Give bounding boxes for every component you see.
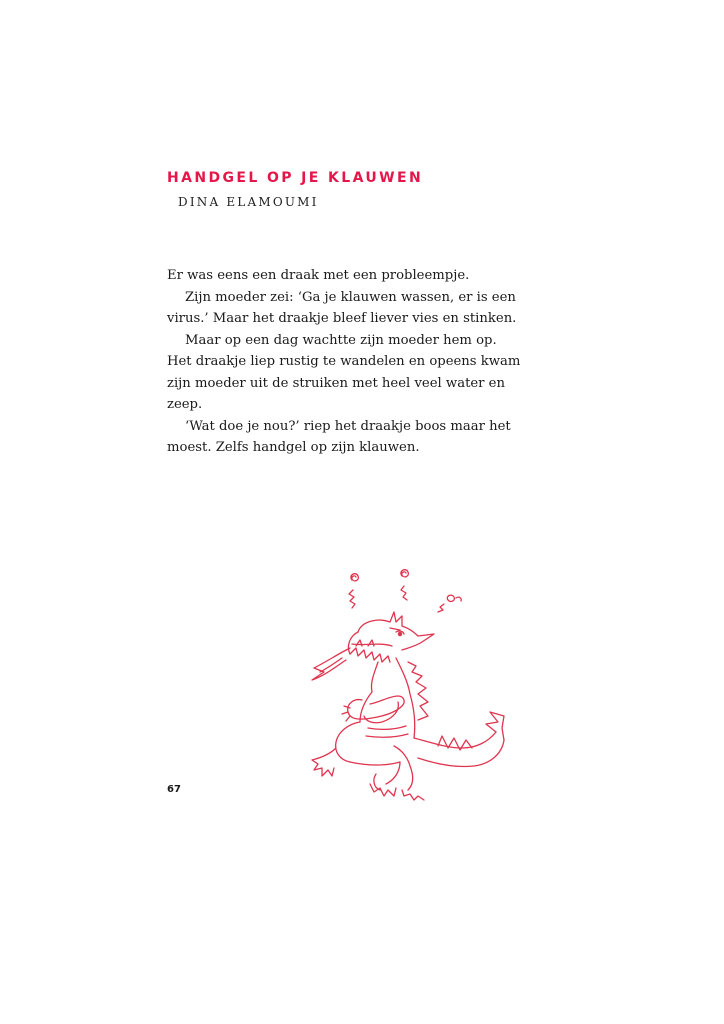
dragon-tail [414, 712, 504, 767]
dragon-head [348, 612, 434, 662]
story-line: Zijn moeder zei: ‘Ga je klauwen wassen, er is een [185, 289, 516, 305]
story-title: HANDGEL OP JE KLAUWEN [167, 170, 424, 186]
fire-breath [312, 648, 350, 680]
story-line: Maar op een dag wachtte zijn moeder hem op. [185, 332, 497, 348]
dragon-illustration [290, 562, 514, 804]
story-line: Er was eens een draak met een probleempje. [167, 268, 470, 283]
dragon-body [342, 658, 428, 738]
anger-swirls [349, 570, 461, 612]
page-number: 67 [167, 784, 181, 795]
story-author: DINA ELAMOUMI [178, 195, 319, 209]
story-body [167, 265, 521, 459]
story-line: zijn moeder uit de struiken met heel veel water en [167, 375, 505, 391]
story-line: Het draakje liep rustig te wandelen en opeens kwam [167, 354, 521, 369]
story-line: zeep. [167, 397, 203, 412]
story-line: virus.’ Maar het draakje bleef liever vies en stinken. [167, 311, 517, 326]
story-line: ‘Wat doe je nou?’ riep het draakje boos maar het [185, 418, 511, 434]
story-line: moest. Zelfs handgel op zijn klauwen. [167, 440, 420, 455]
